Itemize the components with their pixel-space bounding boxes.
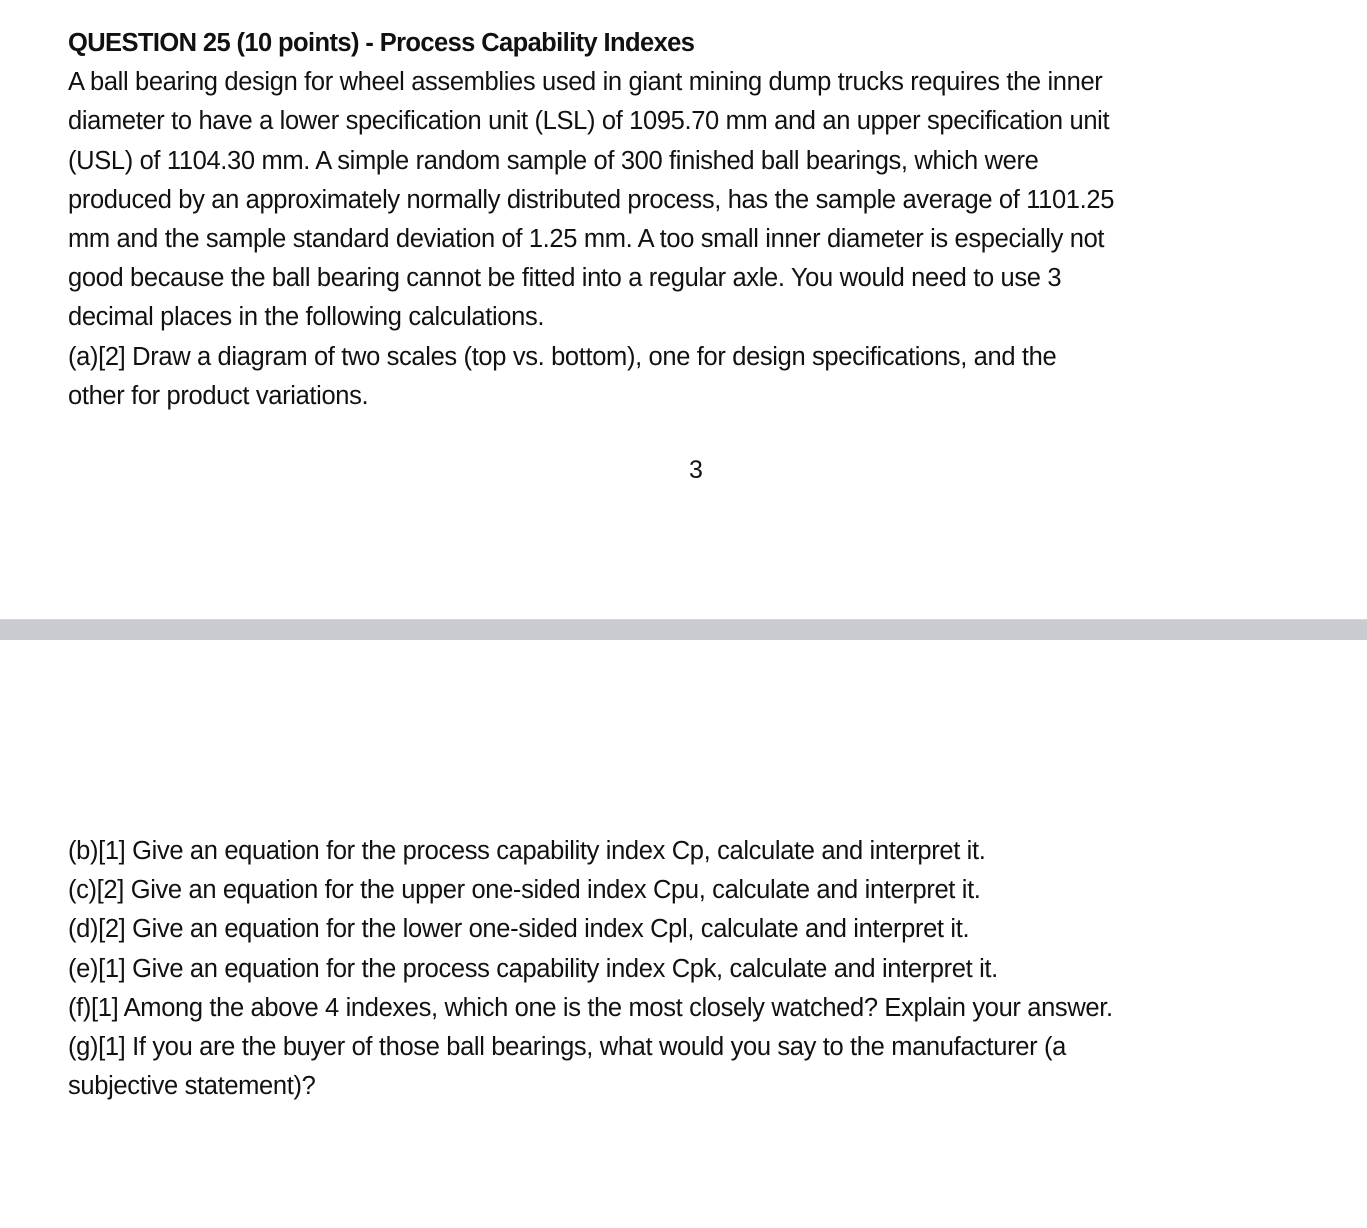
intro-line: good because the ball bearing cannot be fitted into a regular axle. You would need to use 3	[68, 264, 1062, 293]
intro-line: produced by an approximately normally distributed process, has the sample average of 1101.25	[68, 185, 1115, 214]
part-a	[68, 338, 1338, 416]
intro-line: mm and the sample standard deviation of 1.25 mm. A too small inner diameter is especially not	[68, 225, 1105, 254]
part-a-line: other for product variations.	[68, 381, 369, 410]
page-break-divider	[0, 619, 1367, 641]
subquestion-list	[68, 832, 1338, 1106]
page-number: 3	[689, 456, 703, 484]
intro-line: (USL) of 1104.30 mm. A simple random sample of 300 finished ball bearings, which were	[68, 146, 1039, 175]
question-intro	[68, 63, 1338, 337]
question-block	[68, 24, 1338, 416]
subquestion-d: (d)[2] Give an equation for the lower one-sided index Cpl, calculate and interpret it.	[68, 915, 970, 944]
subquestion-e: (e)[1] Give an equation for the process capability index Cpk, calculate and interpret it.	[68, 954, 998, 983]
subquestion-g: (g)[1] If you are the buyer of those ball bearings, what would you say to the manufacturer (a	[68, 1033, 1066, 1062]
intro-line: decimal places in the following calculations.	[68, 303, 545, 332]
question-title: QUESTION 25 (10 points) - Process Capability Indexes	[68, 29, 695, 57]
subquestion-b: (b)[1] Give an equation for the process capability index Cp, calculate and interpret it.	[68, 837, 986, 865]
subquestion-c: (c)[2] Give an equation for the upper one-sided index Cpu, calculate and interpret it.	[68, 876, 981, 905]
subquestion-f: (f)[1] Among the above 4 indexes, which one is the most closely watched? Explain your answer.	[68, 993, 1113, 1022]
intro-line: diameter to have a lower specification unit (LSL) of 1095.70 mm and an upper specification unit	[68, 107, 1110, 136]
subquestion-g-continued: subjective statement)?	[68, 1072, 316, 1101]
part-a-line: (a)[2] Draw a diagram of two scales (top vs. bottom), one for design specifications, and the	[68, 342, 1057, 371]
intro-line: A ball bearing design for wheel assemblies used in giant mining dump trucks requires the inner	[68, 68, 1103, 97]
